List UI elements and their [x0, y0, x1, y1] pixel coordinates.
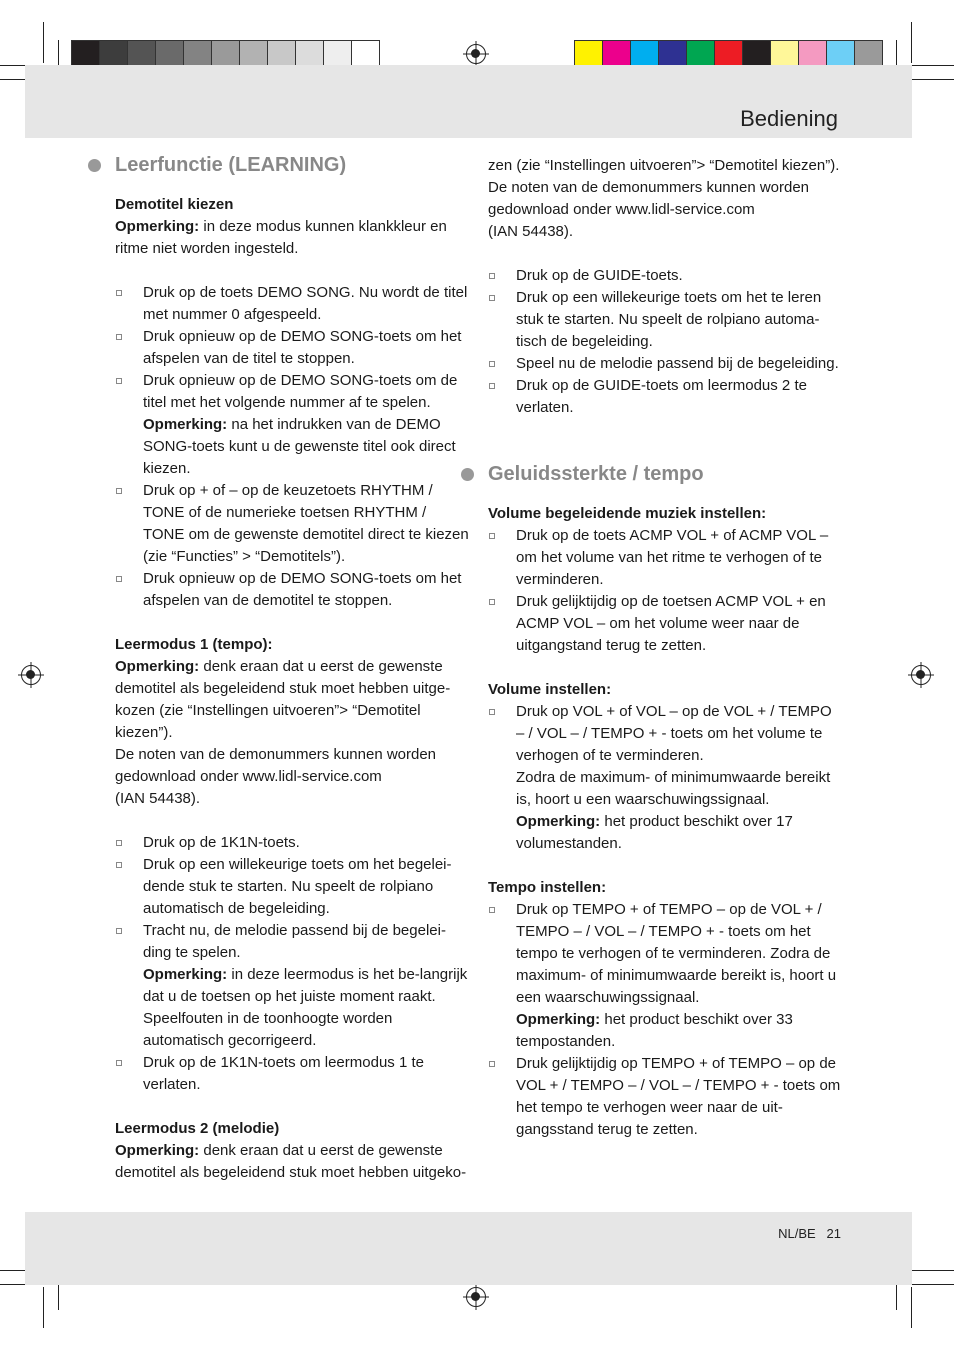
continued-text: zen (zie “Instellingen uitvoeren”> “Demotitel kiezen”).	[488, 157, 840, 174]
registration-mark-icon	[21, 665, 41, 685]
ian-text: (IAN 54438).	[488, 223, 574, 240]
list-item: Druk opnieuw op de DEMO SONG-toets om het afspelen van de titel te stoppen.	[115, 326, 470, 370]
subheading: Leermodus 2 (melodie)	[115, 1120, 280, 1137]
list-item: Druk op de 1K1N-toets.	[115, 832, 470, 854]
page-number: NL/BE 21	[778, 1226, 841, 1241]
step-list	[488, 525, 843, 657]
crop-mark	[911, 22, 912, 63]
bullet-dot-icon	[461, 468, 474, 481]
list-item: Druk op de GUIDE-toets.	[488, 265, 843, 287]
list-item: Druk op TEMPO + of TEMPO – op de VOL + / TEMPO – / VOL – / TEMPO + - toets om het tempo te verhogen of te verminderen. Zodra de maximum- of minimumwaarde bereikt is, hoort u een waarschuwingssignaal. Opmerking: het product beschikt over 33 tempostanden.	[488, 899, 843, 1053]
note: Opmerking: denk eraan dat u eerst de gewenste demotitel als begeleidend stuk moet hebben uitgeko-	[115, 1142, 467, 1181]
step-list	[115, 282, 470, 612]
crop-mark	[909, 79, 954, 80]
note: Opmerking: denk eraan dat u eerst de gewenste demotitel als begeleidend stuk moet hebben uitge-kozen (zie “Instellingen uitvoeren”> “Demotitel kiezen”).	[115, 658, 451, 741]
section-heading	[488, 459, 843, 489]
list-item: Tracht nu, de melodie passend bij de begelei-ding te spelen. Opmerking: in deze leermodus is het be-langrijk dat u de toetsen op het juiste moment raakt. Speelfouten in de toonhoogte worden automatisch gecorrigeerd.	[115, 920, 470, 1052]
subheading: Leermodus 1 (tempo):	[115, 636, 273, 653]
subheading: Volume instellen:	[488, 681, 612, 698]
list-item: Druk op de toets DEMO SONG. Nu wordt de titel met nummer 0 afgespeeld.	[115, 282, 470, 326]
crop-mark	[43, 1287, 44, 1328]
footer-band	[25, 1212, 912, 1285]
list-item: Druk op een willekeurige toets om het te leren stuk te starten. Nu speelt de rolpiano automa-tisch de begeleiding.	[488, 287, 843, 353]
download-text: De noten van de demonummers kunnen worden gedownload onder www.lidl-service.com	[115, 746, 437, 785]
crop-mark	[43, 22, 44, 63]
subheading: Tempo instellen:	[488, 879, 607, 896]
subheading: Demotitel kiezen	[115, 196, 234, 213]
page-title: Bediening	[740, 106, 838, 131]
left-column	[115, 150, 470, 1184]
step-list	[488, 265, 843, 419]
section-heading-text: Geluidssterkte / tempo	[488, 463, 704, 485]
list-item: Druk op + of – op de keuzetoets RHYTHM / TONE of de numerieke toetsen RHYTHM / TONE om de gewenste demotitel direct te kiezen (zie “Functies” > “Demotitels”).	[115, 480, 470, 568]
section-heading-text: Leerfunctie (LEARNING)	[115, 154, 347, 176]
list-item: Druk op VOL + of VOL – op de VOL + / TEMPO – / VOL – / TEMPO + - toets om het volume te verhogen of te verminderen. Zodra de maximum- of minimumwaarde bereikt is, hoort u een waarschuwingssignaal. Opmerking: het product beschikt over 17 volumestanden.	[488, 701, 843, 855]
list-item: Speel nu de melodie passend bij de begeleiding.	[488, 353, 843, 375]
list-item: Druk op een willekeurige toets om het begelei-dende stuk te starten. Nu speelt de rolpiano automatisch de begeleiding.	[115, 854, 470, 920]
subheading: Volume begeleidende muziek instellen:	[488, 505, 767, 522]
list-item: Druk opnieuw op de DEMO SONG-toets om het afspelen van de demotitel te stoppen.	[115, 568, 470, 612]
crop-mark	[909, 1284, 954, 1285]
list-item: Druk op de 1K1N-toets om leermodus 1 te verlaten.	[115, 1052, 470, 1096]
registration-mark-icon	[466, 1287, 486, 1307]
registration-mark-icon	[466, 44, 486, 64]
download-text: De noten van de demonummers kunnen worden gedownload onder www.lidl-service.com	[488, 179, 810, 218]
crop-mark	[909, 65, 954, 66]
crop-mark	[909, 1270, 954, 1271]
right-column	[488, 155, 843, 1141]
step-list	[488, 701, 843, 855]
list-item: Druk op de GUIDE-toets om leermodus 2 te verlaten.	[488, 375, 843, 419]
section-heading	[115, 150, 470, 180]
ian-text: (IAN 54438).	[115, 790, 201, 807]
step-list	[115, 832, 470, 1096]
bullet-dot-icon	[88, 159, 101, 172]
list-item: Druk op de toets ACMP VOL + of ACMP VOL – om het volume van het ritme te verhogen of te verminderen.	[488, 525, 843, 591]
list-item: Druk gelijktijdig op TEMPO + of TEMPO – op de VOL + / TEMPO – / VOL – / TEMPO + - toets om het tempo te verhogen weer naar de uit-gangsstand terug te zetten.	[488, 1053, 843, 1141]
list-item: Druk opnieuw op de DEMO SONG-toets om de titel met het volgende nummer af te spelen. Opmerking: na het indrukken van de DEMO SONG-toets kunt u de gewenste titel ook direct kiezen.	[115, 370, 470, 480]
list-item: Druk gelijktijdig op de toetsen ACMP VOL + en ACMP VOL – om het volume weer naar de uitgangstand terug te zetten.	[488, 591, 843, 657]
step-list	[488, 899, 843, 1141]
registration-mark-icon	[911, 665, 931, 685]
note: Opmerking: in deze modus kunnen klankkleur en ritme niet worden ingesteld.	[115, 218, 447, 257]
crop-mark	[911, 1287, 912, 1328]
